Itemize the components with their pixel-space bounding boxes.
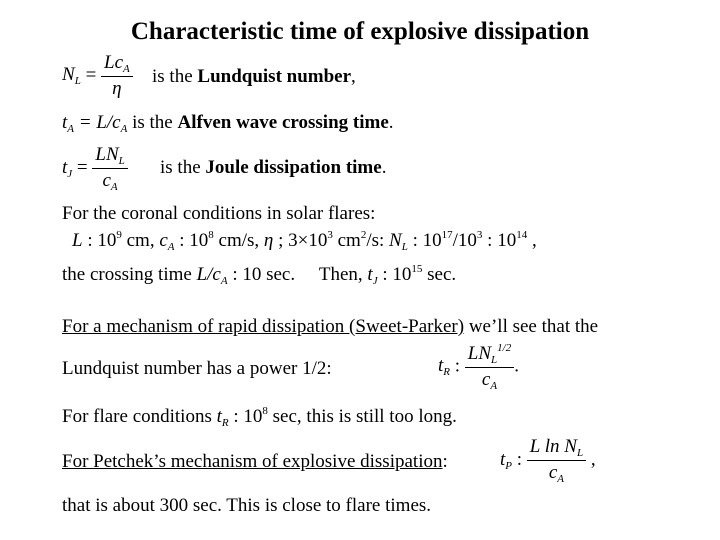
conclusion: that is about 300 sec. This is close to flare times. (62, 495, 432, 516)
sweet-parker-formula: $t_R$ : $\frac{LN_L^{1/2}}{c_A}$ . (438, 342, 519, 392)
def-lundquist: $N_L$ = $\frac{Lc_A}{\eta}$ (62, 52, 133, 100)
petchek-line: For Petchek’s mechanism of explosive dissipation: (62, 451, 448, 472)
coronal-intro: For the coronal conditions in solar flares: (62, 203, 376, 224)
def-lundquist-text: is the Lundquist number, (152, 66, 356, 87)
def-alfven: $t_A = L/c_A$ is the Alfven wave crossing time. (62, 112, 394, 135)
petchek-link: For Petchek’s mechanism of explosive dissipation (62, 451, 443, 472)
def-joule: $t_J$ = $\frac{LN_L}{c_A}$ (62, 144, 128, 193)
sweet-parker-link: For a mechanism of rapid dissipation (Sweet-Parker) (62, 316, 465, 337)
petchek-formula: $t_P$ : $\frac{L \ln N_L}{c_A}$ , (500, 436, 596, 485)
lundquist-power: Lundquist number has a power 1/2: (62, 358, 332, 379)
page-title: Characteristic time of explosive dissipation (130, 18, 590, 45)
flare-line: For flare conditions $t_R$ : $10^8$ sec, this is still too long. (62, 405, 457, 429)
sweet-parker-line: For a mechanism of rapid dissipation (Sweet-Parker) we’ll see that the (62, 316, 599, 337)
coronal-values: L : $10^9$ cm, $c_A$ : $10^8$ cm/s, η ; $3\times 10^3$ $cm^2/s$: $N_L$ : $10^{17}/10^3$ : $10^{14}$ , (72, 229, 537, 253)
crossing-line: the crossing time $L/c_A$ : 10 sec. Then, $t_J$ : $10^{15}$ sec. (62, 263, 457, 287)
def-joule-text: is the Joule dissipation time. (160, 157, 387, 178)
